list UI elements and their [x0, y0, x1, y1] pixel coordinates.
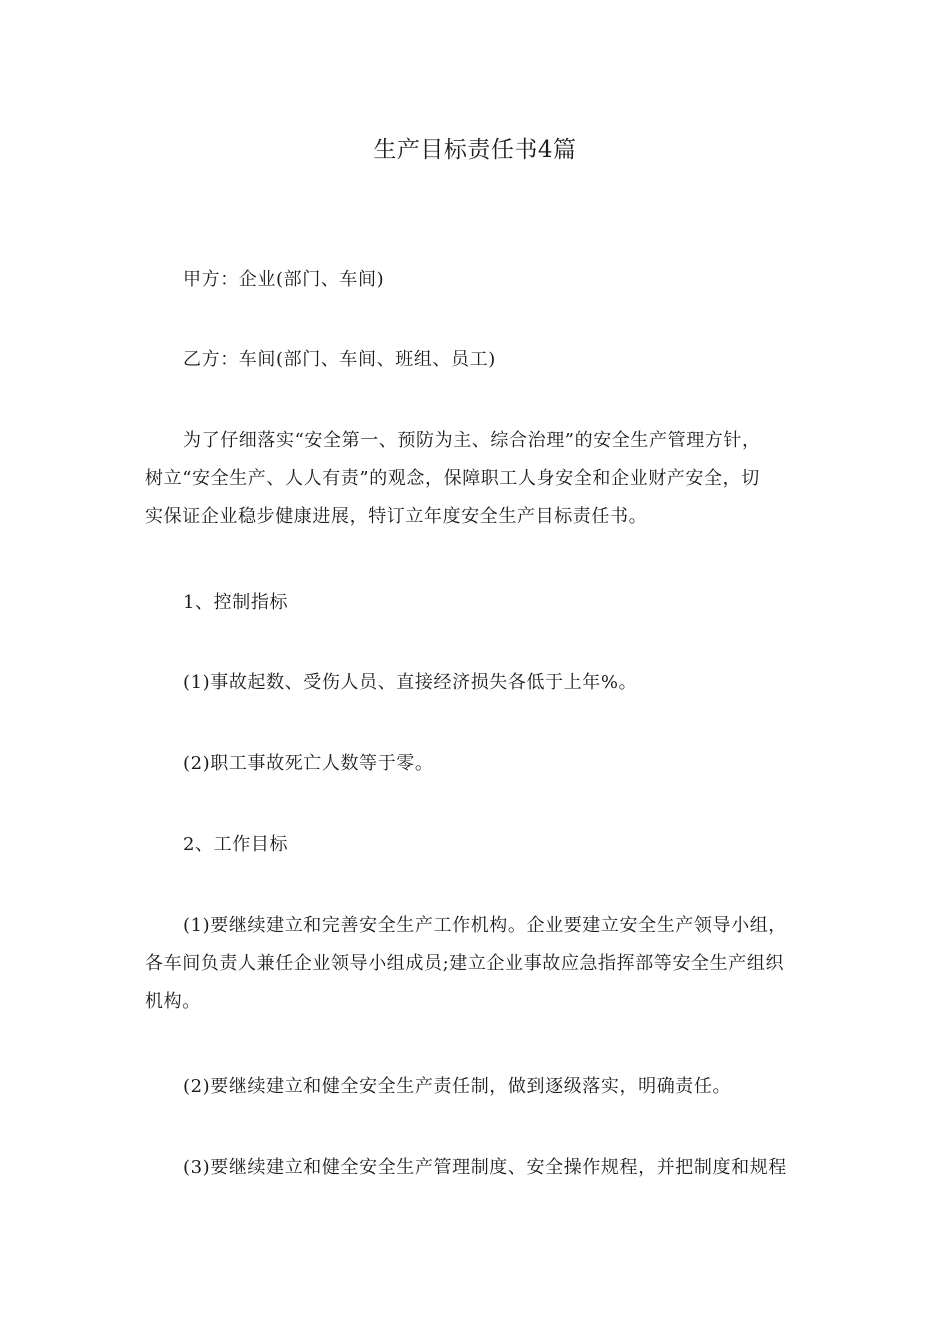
intro-line-3: 实保证企业稳步健康进展，特订立年度安全生产目标责任书。 [145, 506, 648, 527]
section-1-heading: 1、控制指标 [183, 592, 289, 613]
section-2-heading: 2、工作目标 [183, 834, 289, 855]
section-2-item-1-line-2: 各车间负责人兼任企业领导小组成员;建立企业事故应急指挥部等安全生产组织 [145, 953, 785, 974]
section-1-item-2: (2)职工事故死亡人数等于零。 [183, 753, 434, 774]
document-title: 生产目标责任书4篇 [373, 137, 577, 163]
section-2-item-1-line-1: (1)要继续建立和完善安全生产工作机构。企业要建立安全生产领导小组， [183, 915, 787, 936]
section-2-item-1-line-3: 机构。 [145, 991, 201, 1012]
intro-line-1: 为了仔细落实“安全第一、预防为主、综合治理”的安全生产管理方针， [183, 430, 761, 451]
party-b-line: 乙方：车间(部门、车间、班组、员工) [183, 349, 496, 370]
intro-line-2: 树立“安全生产、人人有责”的观念，保障职工人身安全和企业财产安全，切 [145, 468, 760, 489]
section-1-item-1: (1)事故起数、受伤人员、直接经济损失各低于上年%。 [183, 672, 638, 693]
party-a-line: 甲方：企业(部门、车间) [183, 269, 385, 290]
section-2-item-1 [145, 907, 810, 1021]
intro-paragraph [145, 422, 810, 536]
section-2-item-3: (3)要继续建立和健全安全生产管理制度、安全操作规程，并把制度和规程 [183, 1157, 787, 1178]
section-2-item-2: (2)要继续建立和健全安全生产责任制，做到逐级落实，明确责任。 [183, 1076, 732, 1097]
